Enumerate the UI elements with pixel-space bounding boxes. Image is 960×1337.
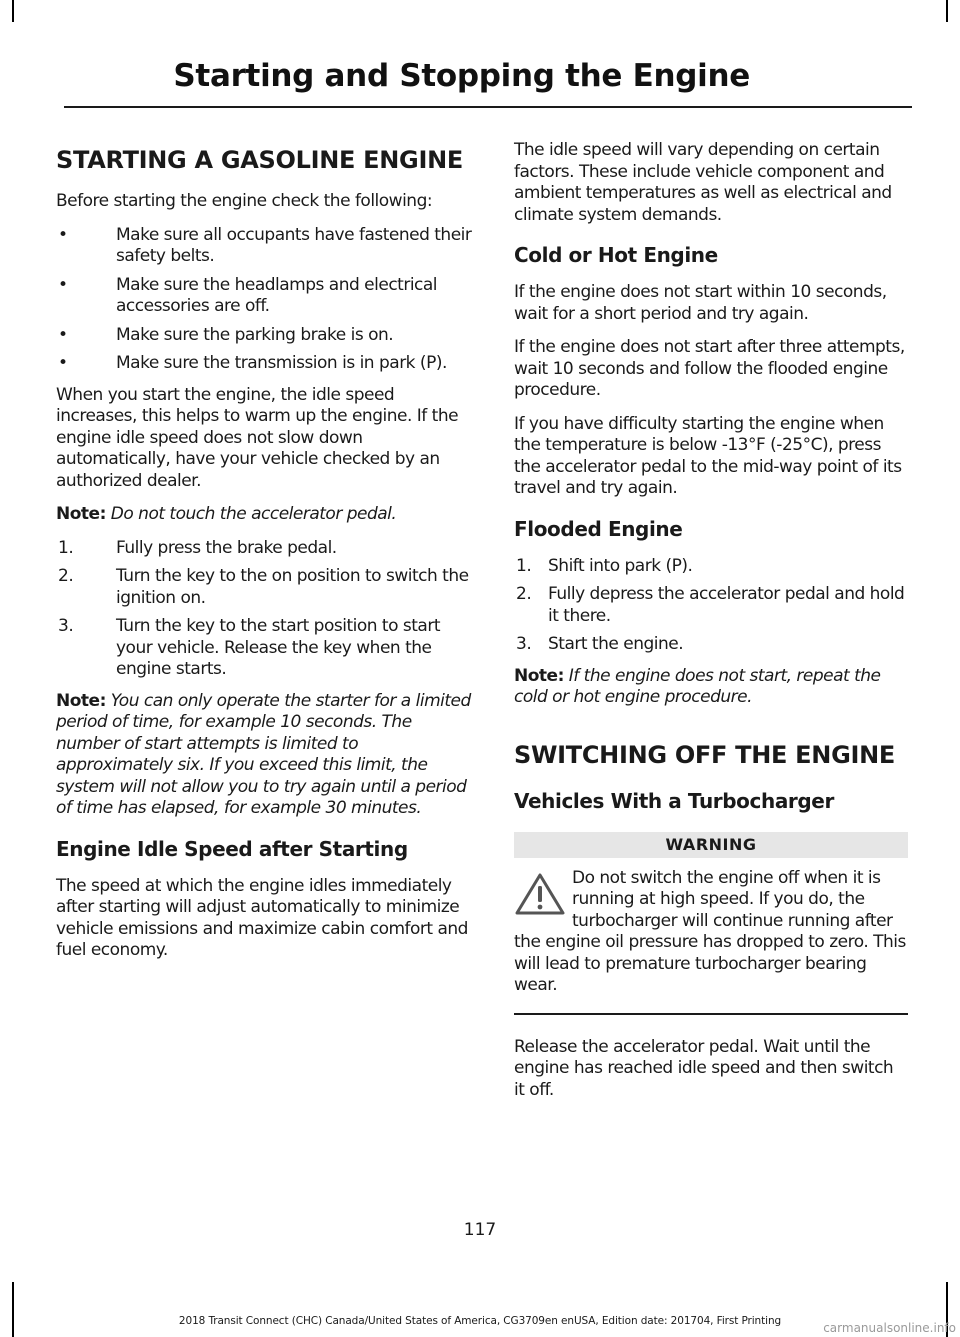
crop-mark [946,0,948,22]
list-item: • Make sure the transmission is in park (P). [58,353,447,373]
warning-banner: WARNING [514,832,908,858]
cold-paragraph-2: If the engine does not start after three attempts, wait 10 seconds and follow the flooded engine procedure. [514,337,905,400]
idle-vary-paragraph: The idle speed will vary depending on certain factors. These include vehicle component and ambient temperatures as well as electrical and climate system demands. [514,140,892,225]
note-accelerator: Note: Do not touch the accelerator pedal. [56,504,397,524]
cold-paragraph-1: If the engine does not start within 10 seconds, wait for a short period and try again. [514,282,887,324]
idle-paragraph: When you start the engine, the idle speed increases, this helps to warm up the engine. If the engine idle speed does not slow down automatically, have your vehicle checked by an authorized dealer. [56,384,459,491]
list-item: 2. Fully depress the accelerator pedal and hold it there. [516,584,905,626]
cold-paragraph-3: If you have difficulty starting the engine when the temperature is below -13°F (-25°C), press the accelerator pedal to the mid-way point of its travel and try again. [514,413,902,498]
watermark: carmanualsonline.info [823,1321,956,1335]
list-item: 1. Fully press the brake pedal. [58,537,337,558]
warning-triangle-icon [514,872,566,916]
right-column [514,140,908,1113]
header-divider [64,106,912,108]
list-item: • Make sure the headlamps and electrical accessories are off. [58,274,438,316]
list-item: 2. Turn the key to the on position to switch the ignition on. [58,566,469,608]
list-item: 3. Start the engine. [516,634,684,654]
note-starter: Note: You can only operate the starter for a limited period of time, for example 10 seconds. The number of start attempts is limited to approximately six. If you exceed this limit, the system will not allow you to try again until a period of time has elapsed, for example 30 minutes. [56,690,471,818]
note-repeat: Note: If the engine does not start, repeat the cold or hot engine procedure. [514,665,881,707]
section-heading-switching-off: SWITCHING OFF THE ENGINE [514,740,895,769]
subheading-turbo: Vehicles With a Turbocharger [514,788,834,813]
list-item: 3. Turn the key to the start position to start your vehicle. Release the key when the engine starts. [58,616,440,679]
list-item: 1. Shift into park (P). [516,555,693,576]
section-heading-starting: STARTING A GASOLINE ENGINE [56,146,463,174]
page-number: 117 [463,1220,497,1240]
release-paragraph: Release the accelerator pedal. Wait until the engine has reached idle speed and then switch it off. [514,1036,894,1100]
subheading-cold-hot: Cold or Hot Engine [514,243,718,267]
checklist [56,225,476,375]
start-steps [56,538,476,681]
idle-speed-paragraph: The speed at which the engine idles immediately after starting will adjust automatically to minimize vehicle emissions and maximize cabin comfort and fuel economy. [56,875,468,960]
flooded-steps [514,556,908,656]
left-column [56,140,476,974]
page-title: Starting and Stopping the Engine [173,58,750,94]
subheading-flooded: Flooded Engine [514,516,683,541]
warning-divider [514,1013,908,1015]
intro-text: Before starting the engine check the following: [56,191,433,211]
crop-mark [12,0,14,22]
edition-footer: 2018 Transit Connect (CHC) Canada/United States of America, CG3709en enUSA, Edition date: 201704, First Printing [178,1315,782,1327]
warning-box [514,868,908,997]
list-item: • Make sure all occupants have fastened their safety belts. [58,224,472,266]
list-item: • Make sure the parking brake is on. [58,324,394,345]
crop-mark [12,1282,14,1337]
subheading-idle-speed: Engine Idle Speed after Starting [56,836,408,861]
warning-text: Do not switch the engine off when it is running at high speed. If you do, the turbocharger will continue running after the engine oil pressure has dropped to zero. This will lead to premature turbocharger bearing wear. [514,867,906,995]
